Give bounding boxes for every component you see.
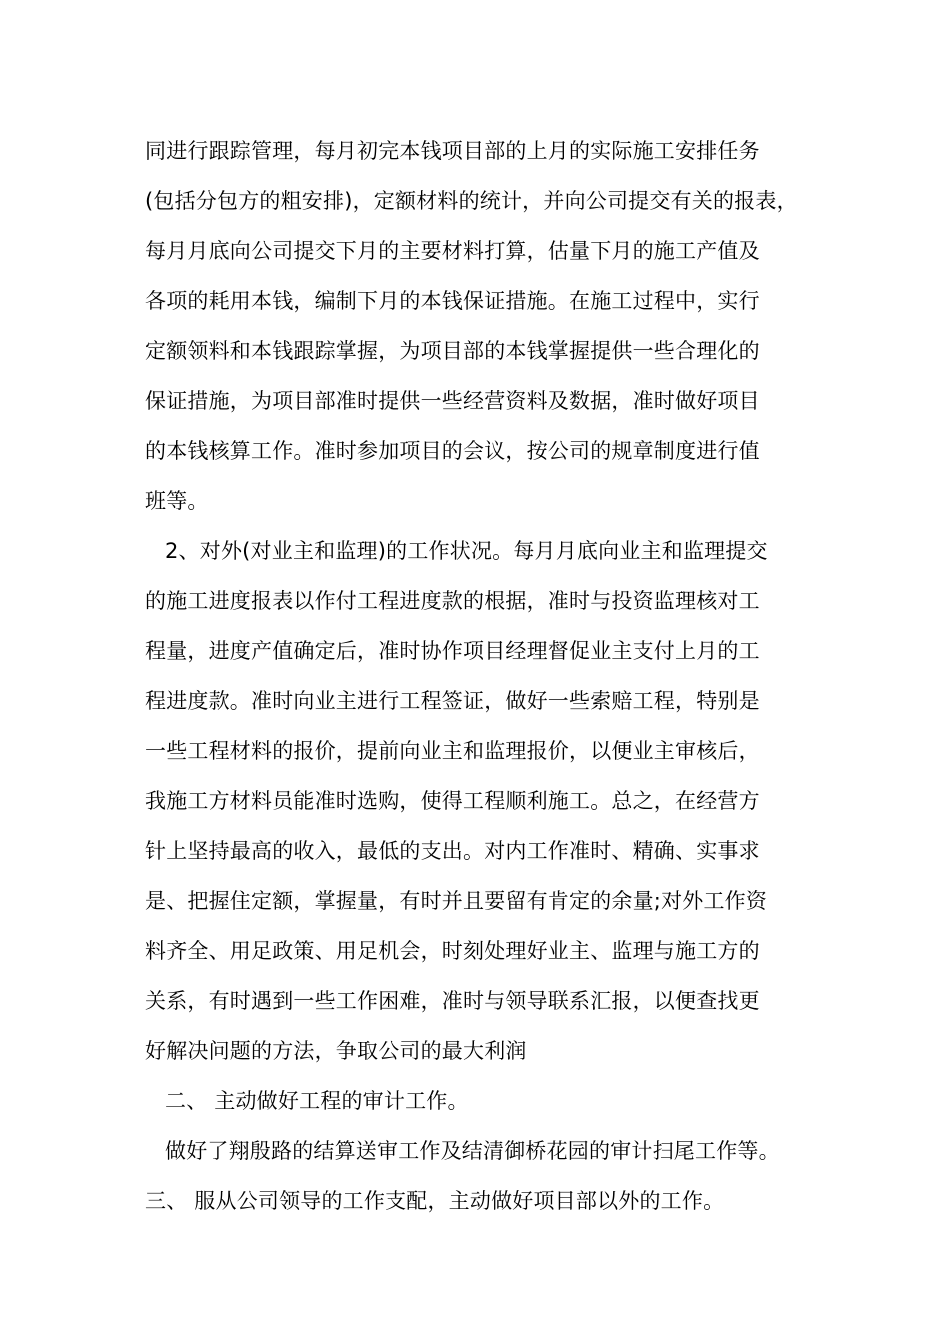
paragraph-line-5: 定额领料和本钱跟踪掌握，为项目部的本钱掌握提供一些合理化的 (145, 339, 760, 363)
section-2-line-11: 好解决问题的方法，争取公司的最大利润 (145, 1039, 527, 1063)
paragraph-line-8: 班等。 (145, 489, 209, 513)
paragraph-line-4: 各项的耗用本钱，编制下月的本钱保证措施。在施工过程中，实行 (145, 289, 760, 313)
section-two-body: 做好了翔殷路的结算送审工作及结清御桥花园的审计扫尾工作等。 (165, 1139, 780, 1163)
section-2-line-2: 的施工进度报表以作付工程进度款的根据，准时与投资监理核对工 (145, 589, 760, 613)
paragraph-line-3: 每月月底向公司提交下月的主要材料打算，估量下月的施工产值及 (145, 239, 760, 263)
section-2-line-1: 2、对外(对业主和监理)的工作状况。每月月底向业主和监理提交 (165, 539, 768, 563)
paragraph-line-7: 的本钱核算工作。准时参加项目的会议，按公司的规章制度进行值 (145, 439, 760, 463)
section-2-line-10: 关系，有时遇到一些工作困难，准时与领导联系汇报，以便查找更 (145, 989, 760, 1013)
section-2-line-3: 程量，进度产值确定后，准时协作项目经理督促业主支付上月的工 (145, 639, 760, 663)
section-2-line-6: 我施工方材料员能准时选购，使得工程顺利施工。总之，在经营方 (145, 789, 760, 813)
section-2-line-7: 针上坚持最高的收入，最低的支出。对内工作准时、精确、实事求 (145, 839, 760, 863)
section-2-line-8: 是、把握住定额，掌握量，有时并且要留有肯定的余量;对外工作资 (145, 889, 768, 913)
section-2-line-9: 料齐全、用足政策、用足机会，时刻处理好业主、监理与施工方的 (145, 939, 760, 963)
paragraph-line-6: 保证措施，为项目部准时提供一些经营资料及数据，准时做好项目 (145, 389, 760, 413)
paragraph-line-1: 同进行跟踪管理，每月初完本钱项目部的上月的实际施工安排任务 (145, 139, 760, 163)
heading-section-two: 二、 主动做好工程的审计工作。 (165, 1089, 469, 1113)
paragraph-line-2: (包括分包方的粗安排)，定额材料的统计，并向公司提交有关的报表， (145, 189, 798, 213)
section-2-line-5: 一些工程材料的报价，提前向业主和监理报价，以便业主审核后， (145, 739, 760, 763)
section-2-line-4: 程进度款。准时向业主进行工程签证，做好一些索赔工程，特别是 (145, 689, 760, 713)
heading-section-three: 三、 服从公司领导的工作支配，主动做好项目部以外的工作。 (145, 1189, 725, 1213)
